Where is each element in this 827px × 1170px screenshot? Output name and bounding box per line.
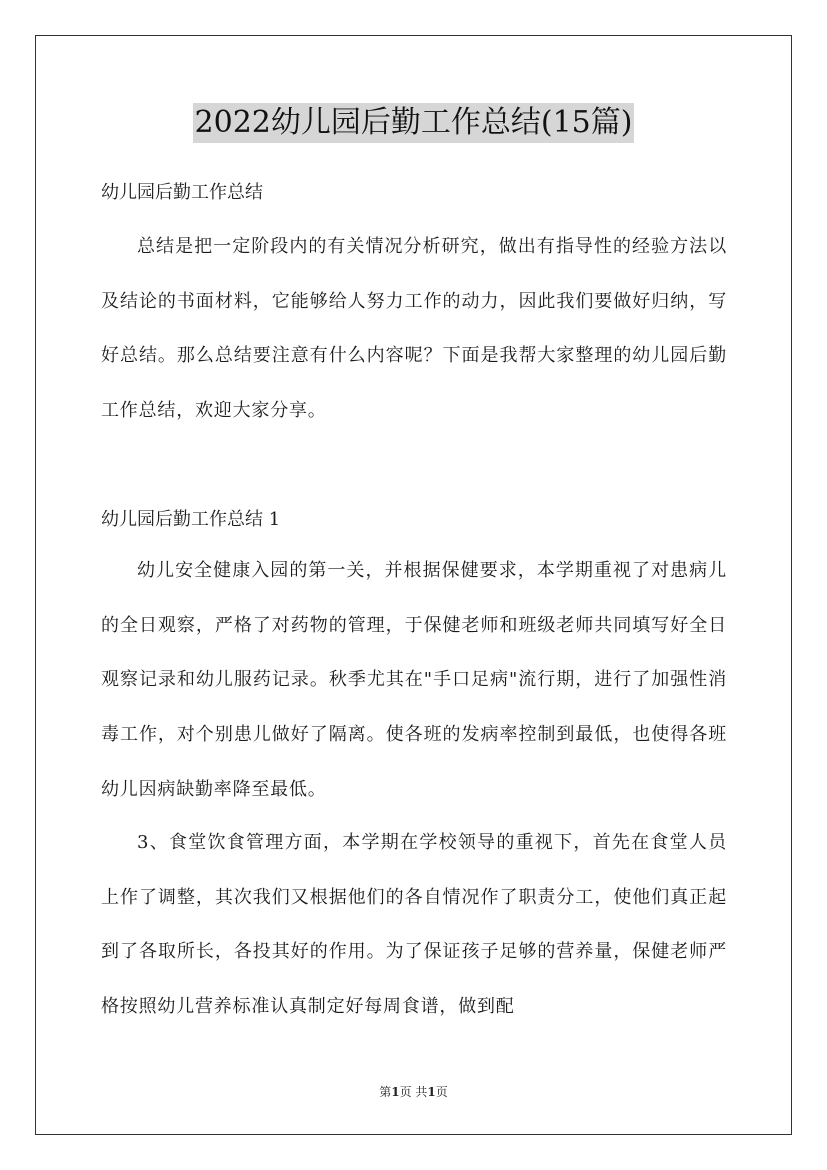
section1-paragraph-1: 幼儿安全健康入园的第一关，并根据保健要求，本学期重视了对患病儿的全日观察，严格了对药物的管理，于保健老师和班级老师共同填写好全日观察记录和幼儿服药记录。秋季尤其在"手口足病"流行期，进行了加强性消毒工作，对个别患儿做好了隔离。使各班的发病率控制到最低，也使得各班幼儿因病缺勤率降至最低。 (101, 560, 727, 800)
intro-heading: 幼儿园后勤工作总结 (101, 182, 263, 203)
page-footer (0, 1084, 827, 1100)
section1-paragraph-2: 3、食堂饮食管理方面，本学期在学校领导的重视下，首先在食堂人员上作了调整，其次我们又根据他们的各自情况作了职责分工，使他们真正起到了各取所长，各投其好的作用。为了保证孩子足够的营养量，保健老师严格按照幼儿营养标准认真制定好每周食谱，做到配 (101, 832, 727, 1018)
section1-heading: 幼儿园后勤工作总结 1 (101, 509, 281, 530)
footer-page-current: 1 (391, 1085, 400, 1099)
intro-paragraph: 总结是把一定阶段内的有关情况分析研究，做出有指导性的经验方法以及结论的书面材料，它能够给人努力工作的动力，因此我们要做好归纳，写好总结。那么总结要注意有什么内容呢？下面是我帮大家整理的幼儿园后勤工作总结，欢迎大家分享。 (101, 236, 727, 422)
title-container (0, 103, 827, 143)
footer-page-suffix: 页 (435, 1085, 448, 1099)
footer-page-total: 1 (427, 1085, 436, 1099)
document-title: 2022幼儿园后勤工作总结(15篇) (193, 103, 635, 143)
footer-page-prefix: 第 (379, 1085, 392, 1099)
footer-page-mid: 页 共 (399, 1085, 428, 1099)
